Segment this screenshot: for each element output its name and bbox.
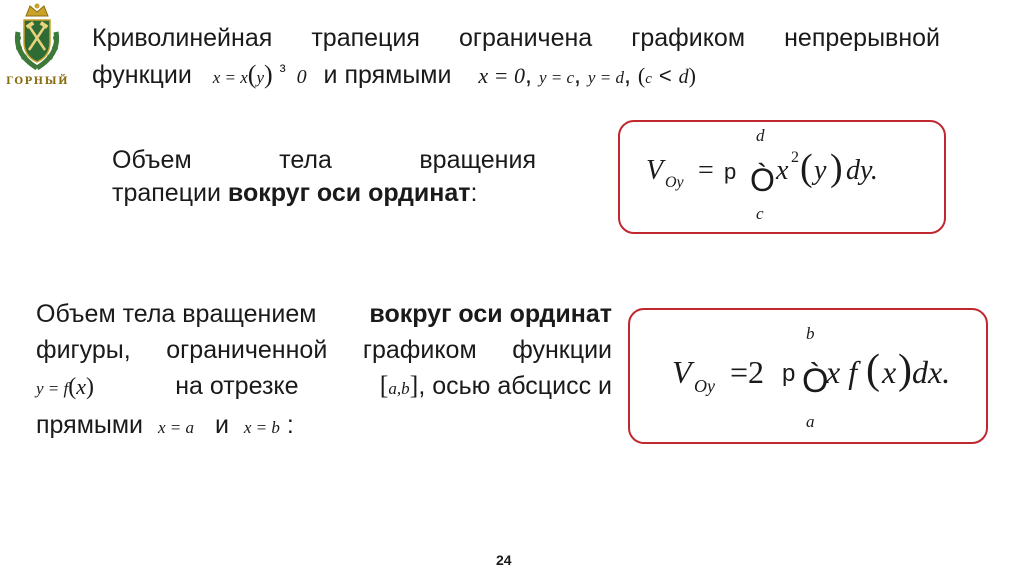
func-y-equals-f: y = f: [36, 379, 69, 398]
crest-icon: [4, 2, 70, 76]
func-arg: x: [76, 374, 87, 399]
page-number: 24: [496, 552, 512, 568]
section2-line-2: фигуры, ограниченной графиком функции: [36, 336, 612, 364]
around-y-axis-text: вокруг оси ординат: [369, 300, 612, 328]
volume-symbol: V: [672, 354, 692, 390]
word: тела: [279, 146, 332, 174]
paren-close: ): [830, 147, 843, 189]
less-than: <: [658, 63, 672, 88]
section2-line-4: [36, 407, 612, 446]
power-two: 2: [791, 149, 799, 166]
paren: ): [86, 374, 95, 400]
eq-x0: x = 0: [478, 63, 526, 88]
university-logo: [4, 2, 70, 94]
formula-x-equals-x: x = x: [212, 68, 248, 87]
formula-box-2: [628, 308, 988, 444]
formula-2: [630, 310, 986, 442]
section1-line-2: [112, 177, 536, 210]
comma: ,: [574, 61, 581, 89]
colon: :: [286, 411, 294, 439]
paren: (: [68, 374, 77, 400]
differential-dy: dy.: [846, 155, 878, 186]
comma: ,: [623, 61, 631, 89]
volume-rotation-text: Объем тела вращением: [36, 300, 317, 328]
segment-expression: [380, 368, 612, 407]
eq-xb: x = b: [243, 418, 280, 437]
integral-lower-limit: c: [756, 204, 764, 223]
argument-x: x: [882, 354, 897, 390]
geq-symbol: ³: [279, 61, 286, 81]
seg-b: b: [401, 379, 410, 398]
word: вращения: [419, 146, 536, 174]
formula-box-1: [618, 120, 946, 234]
formula-y: y: [256, 68, 265, 87]
paren: ): [688, 63, 696, 88]
paren: (: [247, 60, 257, 89]
lines-text: прямыми: [36, 411, 144, 439]
section2-line-1: [36, 296, 612, 332]
eq-xa: x = a: [157, 418, 194, 437]
bracket: [: [379, 371, 389, 400]
and-lines-text: и прямыми: [323, 61, 452, 89]
header-line-2: [92, 55, 832, 89]
section2-line-3: [36, 368, 612, 407]
section1-line-1: [112, 144, 536, 177]
paren: ): [264, 60, 273, 89]
integral-upper-limit: d: [756, 126, 765, 145]
section1-text: [112, 144, 536, 210]
around-y-axis-text: вокруг оси ординат: [227, 179, 471, 207]
section2-text: [36, 296, 612, 446]
equals-sign: =: [698, 155, 714, 186]
trapezoid-text: трапеции: [112, 179, 221, 207]
equals-two: =2: [730, 354, 765, 390]
volume-symbol: V: [646, 155, 664, 186]
colon: :: [470, 179, 478, 207]
word: Объем: [112, 146, 192, 174]
integrand-x-f: x f: [826, 354, 858, 390]
seg-a: a: [388, 379, 397, 398]
header-functions-text: функции: [92, 61, 192, 89]
integral-sign: Ò: [802, 362, 829, 400]
on-segment-text: на отрезке: [175, 372, 299, 400]
paren-open: (: [866, 347, 880, 393]
differential-dx: dx.: [912, 354, 951, 390]
integral-sign: Ò: [750, 162, 775, 198]
volume-subscript: Oy: [694, 376, 715, 396]
volume-subscript: Oy: [665, 174, 684, 191]
paren-open: (: [800, 147, 813, 189]
zero-value: 0: [296, 66, 307, 88]
pi-symbol: p: [782, 360, 796, 387]
paren: (: [637, 63, 646, 88]
integral-lower-limit: a: [806, 412, 815, 431]
logo-text: ГОРНЫЙ: [6, 76, 70, 87]
bracket: ]: [409, 371, 419, 400]
seg-comma: ,: [396, 379, 402, 398]
paren-close: ): [898, 347, 912, 393]
argument-y: y: [814, 155, 827, 186]
abscissa-text: , осью абсцисс и: [418, 372, 612, 400]
and-text: и: [214, 411, 229, 439]
comma: ,: [525, 61, 532, 89]
integrand-x: x: [776, 155, 789, 186]
func-expression: [36, 368, 94, 407]
cond-d: d: [678, 66, 689, 88]
pi-symbol: p: [724, 159, 737, 184]
integral-upper-limit: b: [806, 324, 815, 343]
eq-yc: y = c: [538, 68, 575, 87]
eq-yd: y = d: [587, 68, 624, 87]
cond-c: c: [645, 71, 652, 87]
formula-1: [620, 122, 944, 232]
header-line-1: Криволинейная трапеция ограничена графиком непрерывной: [92, 24, 940, 52]
